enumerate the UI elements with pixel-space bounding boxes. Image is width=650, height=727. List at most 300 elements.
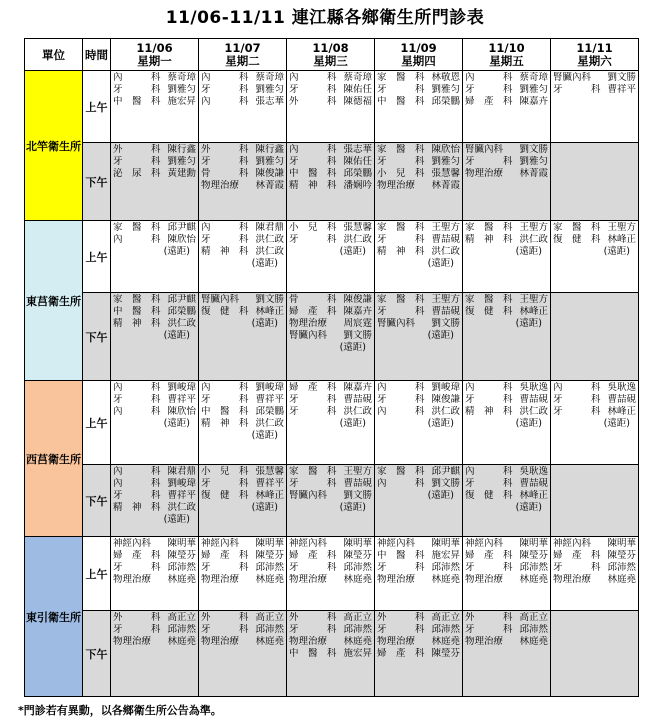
department: 內 科 [289,144,337,155]
department: 神經內科 [553,538,592,549]
doctor-name: 陳欣怡 [167,406,196,417]
doctor-name: 劉文勝 [343,330,372,341]
department: 牙 科 [553,394,601,405]
department: 牙 科 [377,84,425,95]
clinic-entry [201,538,284,550]
clinic-entry [289,294,372,306]
clinic-entry [201,222,284,234]
schedule-cell [287,611,375,697]
doctor-name: 林菁霞 [431,180,460,191]
department: 牙 科 [201,478,249,489]
clinic-entry [465,574,548,586]
doctor-name: 洪仁政 [255,246,284,257]
department: 物理治療 [201,180,240,191]
remote-note: (遠距) [427,418,454,429]
clinic-name: 北竿衛生所 [25,71,83,221]
page-title: 11/06-11/11 連江縣各鄉衛生所門診表 [165,8,485,28]
doctor-name: 邱沛然 [167,562,196,573]
schedule-cell [375,611,463,697]
doctor-name: 林庭堯 [255,636,284,647]
department: 腎臟內科 [553,72,592,83]
doctor-name: 林庭堯 [607,574,636,585]
clinic-entry [465,84,548,96]
doctor-name: 曹喆硯 [343,478,372,489]
clinic-entry [201,144,284,156]
doctor-name: 林庭堯 [519,574,548,585]
doctor-name: 陳佑任 [343,156,372,167]
doctor-name: 陳俊謙 [431,394,460,405]
department: 家 醫 科 [377,466,425,477]
schedule-cell [463,381,551,465]
doctor-name: 劉雅匀 [255,156,284,167]
doctor-name: 洪仁政 [255,234,284,245]
doctor-name: 陳瑩芬 [431,648,460,659]
schedule-cell [111,293,199,381]
department: 物理治療 [289,636,328,647]
schedule-cell [287,143,375,221]
department: 牙 科 [201,394,249,405]
header-day [375,39,463,71]
department: 外 科 [201,612,249,623]
clinic-entry [553,574,636,586]
remote-note: (遠距) [427,258,454,269]
doctor-name: 林峰正 [607,234,636,245]
clinic-entry [289,490,372,502]
clinic-entry [113,406,196,418]
doctor-name: 吳耿逸 [519,466,548,477]
clinic-entry [377,466,460,478]
remote-note: (遠距) [339,342,366,353]
department: 牙 科 [289,234,337,245]
department: 牙 科 [289,562,337,573]
department: 家 醫 科 [377,294,425,305]
clinic-entry [377,382,460,394]
department: 牙 科 [201,234,249,245]
schedule-cell [199,381,287,465]
clinic-entry [465,624,548,636]
department: 精 神 科 [201,418,249,429]
clinic-entry [465,234,548,246]
clinic-entry [553,234,636,246]
department: 內 科 [113,72,161,83]
header-weekday: 星期二 [225,53,260,68]
schedule-cell [287,537,375,611]
schedule-cell [463,143,551,221]
header-day [199,39,287,71]
remote-note: (遠距) [163,514,190,525]
clinic-entry [465,306,548,318]
table-row [25,293,639,381]
doctor-name: 劉雅匀 [519,84,548,95]
department: 牙 科 [377,156,425,167]
doctor-name: 陳君鼎 [255,222,284,233]
clinic-entry [113,72,196,84]
clinic-entry [553,382,636,394]
department: 精 神 科 [113,502,161,513]
clinic-entry [113,550,196,562]
doctor-name: 高正立 [343,612,372,623]
remote-note: (遠距) [339,502,366,513]
header-day [111,39,199,71]
header-day [287,39,375,71]
department: 中 醫 科 [201,406,249,417]
department: 牙 科 [465,156,513,167]
clinic-entry [289,478,372,490]
schedule-body [25,71,639,697]
clinic-entry [201,478,284,490]
doctor-name: 劉雅匀 [255,84,284,95]
schedule-cell [463,221,551,293]
doctor-name: 吳耿逸 [519,382,548,393]
clinic-entry [377,624,460,636]
doctor-name: 潘娴吟 [343,180,372,191]
doctor-name: 林菁霞 [519,168,548,179]
department: 外 科 [201,144,249,155]
doctor-name: 陳明華 [167,538,196,549]
doctor-name: 吳耿逸 [607,382,636,393]
clinic-entry [289,330,372,342]
clinic-entry [289,406,372,418]
department: 牙 科 [201,562,249,573]
doctor-name: 林庭堯 [255,574,284,585]
schedule-cell [287,381,375,465]
clinic-entry [201,306,284,318]
doctor-name: 蔡奇璋 [343,72,372,83]
schedule-cell [463,71,551,143]
department: 腎臟內科 [465,144,504,155]
schedule-cell [375,293,463,381]
department: 婦 產 科 [113,550,161,561]
department: 精 神 科 [113,318,161,329]
department: 小 兒 科 [201,466,249,477]
doctor-name: 洪仁政 [519,406,548,417]
remote-note: (遠距) [515,418,542,429]
schedule-cell [551,143,639,221]
schedule-cell [463,293,551,381]
department: 內 科 [465,382,513,393]
schedule-cell [287,71,375,143]
department: 內 科 [201,96,249,107]
remote-note: (遠距) [251,318,278,329]
department: 內 科 [553,382,601,393]
clinic-entry [289,612,372,624]
clinic-entry [465,636,548,648]
department: 婦 產 科 [201,550,249,561]
doctor-name: 張慧馨 [431,168,460,179]
clinic-entry [377,306,460,318]
doctor-name: 邱沛然 [343,624,372,635]
clinic-entry [377,84,460,96]
doctor-name: 陳德福 [343,96,372,107]
department: 中 醫 科 [377,550,425,561]
clinic-entry [201,562,284,574]
schedule-cell [199,611,287,697]
department: 內 科 [113,234,161,245]
clinic-entry [113,636,196,648]
doctor-name: 劉雅匀 [167,84,196,95]
department: 牙 科 [289,478,337,489]
clinic-entry [553,406,636,418]
schedule-cell [551,293,639,381]
doctor-name: 洪仁政 [343,234,372,245]
header-weekday: 星期四 [401,53,436,68]
clinic-entry [465,478,548,490]
doctor-name: 張志華 [255,96,284,107]
clinic-entry [201,624,284,636]
header-date: 11/09 [400,40,437,55]
header-day [463,39,551,71]
department: 復 健 科 [465,306,513,317]
clinic-entry [113,156,196,168]
department: 精 神 科 [201,246,249,257]
schedule-cell [199,71,287,143]
clinic-entry [289,156,372,168]
time-slot: 下午 [83,293,111,381]
department: 家 醫 科 [377,222,425,233]
schedule-cell [463,537,551,611]
department: 精 神 科 [465,406,513,417]
department: 牙 科 [377,394,425,405]
department: 中 醫 科 [289,168,337,179]
doctor-name: 陳俊謙 [255,168,284,179]
remote-note: (遠距) [515,246,542,257]
doctor-name: 陳欣怡 [431,144,460,155]
department: 家 醫 科 [377,72,425,83]
department: 物理治療 [377,574,416,585]
clinic-entry [113,394,196,406]
header-date: 11/10 [488,40,525,55]
doctor-name: 劉峻瑋 [431,382,460,393]
doctor-name: 陳佑任 [343,84,372,95]
doctor-name: 陳瑩芬 [167,550,196,561]
doctor-name: 陳明華 [519,538,548,549]
doctor-name: 洪仁政 [343,406,372,417]
clinic-entry [289,222,372,234]
department: 牙 科 [553,84,601,95]
doctor-name: 高正立 [255,612,284,623]
clinic-entry [553,562,636,574]
clinic-entry [377,478,460,490]
doctor-name: 林庭堯 [343,636,372,647]
doctor-name: 邱沛然 [255,624,284,635]
clinic-entry [201,550,284,562]
department: 家 醫 科 [289,466,337,477]
clinic-entry [377,180,460,192]
department: 復 健 科 [465,490,513,501]
clinic-entry [201,394,284,406]
doctor-name: 劉峻瑋 [255,382,284,393]
department: 內 科 [377,406,425,417]
department: 物理治療 [465,574,504,585]
clinic-entry [289,636,372,648]
schedule-cell [463,465,551,537]
department: 牙 科 [289,624,337,635]
department: 神經內科 [465,538,504,549]
department: 內 科 [113,382,161,393]
department: 內 科 [289,72,337,83]
doctor-name: 陳君鼎 [167,466,196,477]
department: 牙 科 [377,234,425,245]
department: 內 科 [201,222,249,233]
schedule-cell [111,537,199,611]
doctor-name: 邱沛然 [431,562,460,573]
clinic-entry [113,144,196,156]
remote-note: (遠距) [339,418,366,429]
department: 牙 科 [113,490,161,501]
doctor-name: 高正立 [431,612,460,623]
department: 外 科 [113,144,161,155]
clinic-entry [377,550,460,562]
department: 物理治療 [377,180,416,191]
doctor-name: 邱沛然 [519,562,548,573]
department: 物理治療 [465,168,504,179]
doctor-name: 洪仁政 [255,418,284,429]
doctor-name: 王聖方 [519,294,548,305]
clinic-entry [377,394,460,406]
clinic-entry [465,538,548,550]
doctor-name: 王聖方 [431,222,460,233]
clinic-entry [553,394,636,406]
clinic-entry [377,538,460,550]
clinic-entry [201,84,284,96]
doctor-name: 曹喆硯 [607,394,636,405]
doctor-name: 曹祥平 [167,490,196,501]
time-slot: 下午 [83,611,111,697]
department: 神經內科 [377,538,416,549]
doctor-name: 邱尹麒 [167,222,196,233]
header-weekday: 星期三 [313,53,348,68]
clinic-entry [113,318,196,330]
department: 牙 科 [201,624,249,635]
department: 婦 產 科 [377,648,425,659]
doctor-name: 陳俊謙 [343,294,372,305]
department: 泌 尿 科 [113,168,161,179]
clinic-entry [465,490,548,502]
clinic-entry [465,72,548,84]
clinic-entry [201,418,284,430]
header-weekday: 星期五 [489,53,524,68]
remote-note: (遠距) [163,418,190,429]
department: 中 醫 科 [113,96,161,107]
doctor-name: 高正立 [167,612,196,623]
department: 家 醫 科 [113,222,161,233]
doctor-name: 林菁霞 [255,180,284,191]
clinic-entry [201,180,284,192]
clinic-entry [465,156,548,168]
doctor-name: 劉峻瑋 [167,382,196,393]
header-time: 時間 [83,39,111,71]
department: 牙 科 [289,84,337,95]
schedule-cell [375,537,463,611]
clinic-entry [465,550,548,562]
clinic-name: 東莒衛生所 [25,221,83,381]
department: 物理治療 [113,574,152,585]
clinic-entry [289,234,372,246]
header-row [25,39,639,71]
time-slot: 上午 [83,221,111,293]
doctor-name: 劉雅匀 [519,156,548,167]
doctor-name: 洪仁政 [431,406,460,417]
clinic-entry [113,84,196,96]
department: 物理治療 [113,636,152,647]
doctor-name: 林庭堯 [431,574,460,585]
department: 牙 科 [201,84,249,95]
clinic-entry [201,636,284,648]
clinic-entry [377,246,460,258]
clinic-entry [289,318,372,330]
department: 物理治療 [201,636,240,647]
department: 內 科 [377,382,425,393]
department: 中 醫 科 [289,648,337,659]
schedule-cell [199,537,287,611]
department: 婦 產 科 [289,550,337,561]
clinic-entry [465,222,548,234]
doctor-name: 周宸霆 [343,318,372,329]
department: 內 科 [201,382,249,393]
doctor-name: 陳瑩芬 [607,550,636,561]
department: 牙 科 [465,394,513,405]
schedule-table [24,38,639,697]
clinic-entry [377,562,460,574]
department: 家 醫 科 [465,222,513,233]
department: 內 科 [377,478,425,489]
department: 中 醫 科 [113,306,161,317]
doctor-name: 施宏昇 [167,96,196,107]
schedule-cell [111,465,199,537]
doctor-name: 劉文勝 [431,478,460,489]
doctor-name: 施宏昇 [431,550,460,561]
department: 物理治療 [289,574,328,585]
clinic-entry [201,168,284,180]
doctor-name: 陳明華 [255,538,284,549]
department: 牙 科 [377,624,425,635]
department: 牙 科 [113,394,161,405]
department: 腎臟內科 [201,294,240,305]
clinic-entry [289,180,372,192]
remote-note: (遠距) [515,502,542,513]
clinic-entry [465,612,548,624]
remote-note: (遠距) [427,330,454,341]
clinic-entry [465,562,548,574]
department: 物理治療 [289,318,328,329]
schedule-cell [199,293,287,381]
clinic-entry [201,574,284,586]
department: 內 科 [113,478,161,489]
department: 精 神 科 [377,246,425,257]
schedule-cell [111,611,199,697]
doctor-name: 林庭堯 [343,574,372,585]
time-slot: 下午 [83,465,111,537]
doctor-name: 曹祥平 [255,394,284,405]
clinic-entry [289,84,372,96]
doctor-name: 林敬恩 [431,72,460,83]
clinic-entry [289,394,372,406]
clinic-entry [465,168,548,180]
remote-note: (遠距) [251,430,278,441]
schedule-cell [287,221,375,293]
department: 牙 科 [465,562,513,573]
doctor-name: 王聖方 [607,222,636,233]
time-slot: 上午 [83,71,111,143]
clinic-entry [201,490,284,502]
doctor-name: 高正立 [519,612,548,623]
clinic-entry [113,222,196,234]
clinic-entry [289,144,372,156]
schedule-cell [111,143,199,221]
header-date: 11/11 [576,40,613,55]
time-slot: 上午 [83,537,111,611]
department: 物理治療 [553,574,592,585]
